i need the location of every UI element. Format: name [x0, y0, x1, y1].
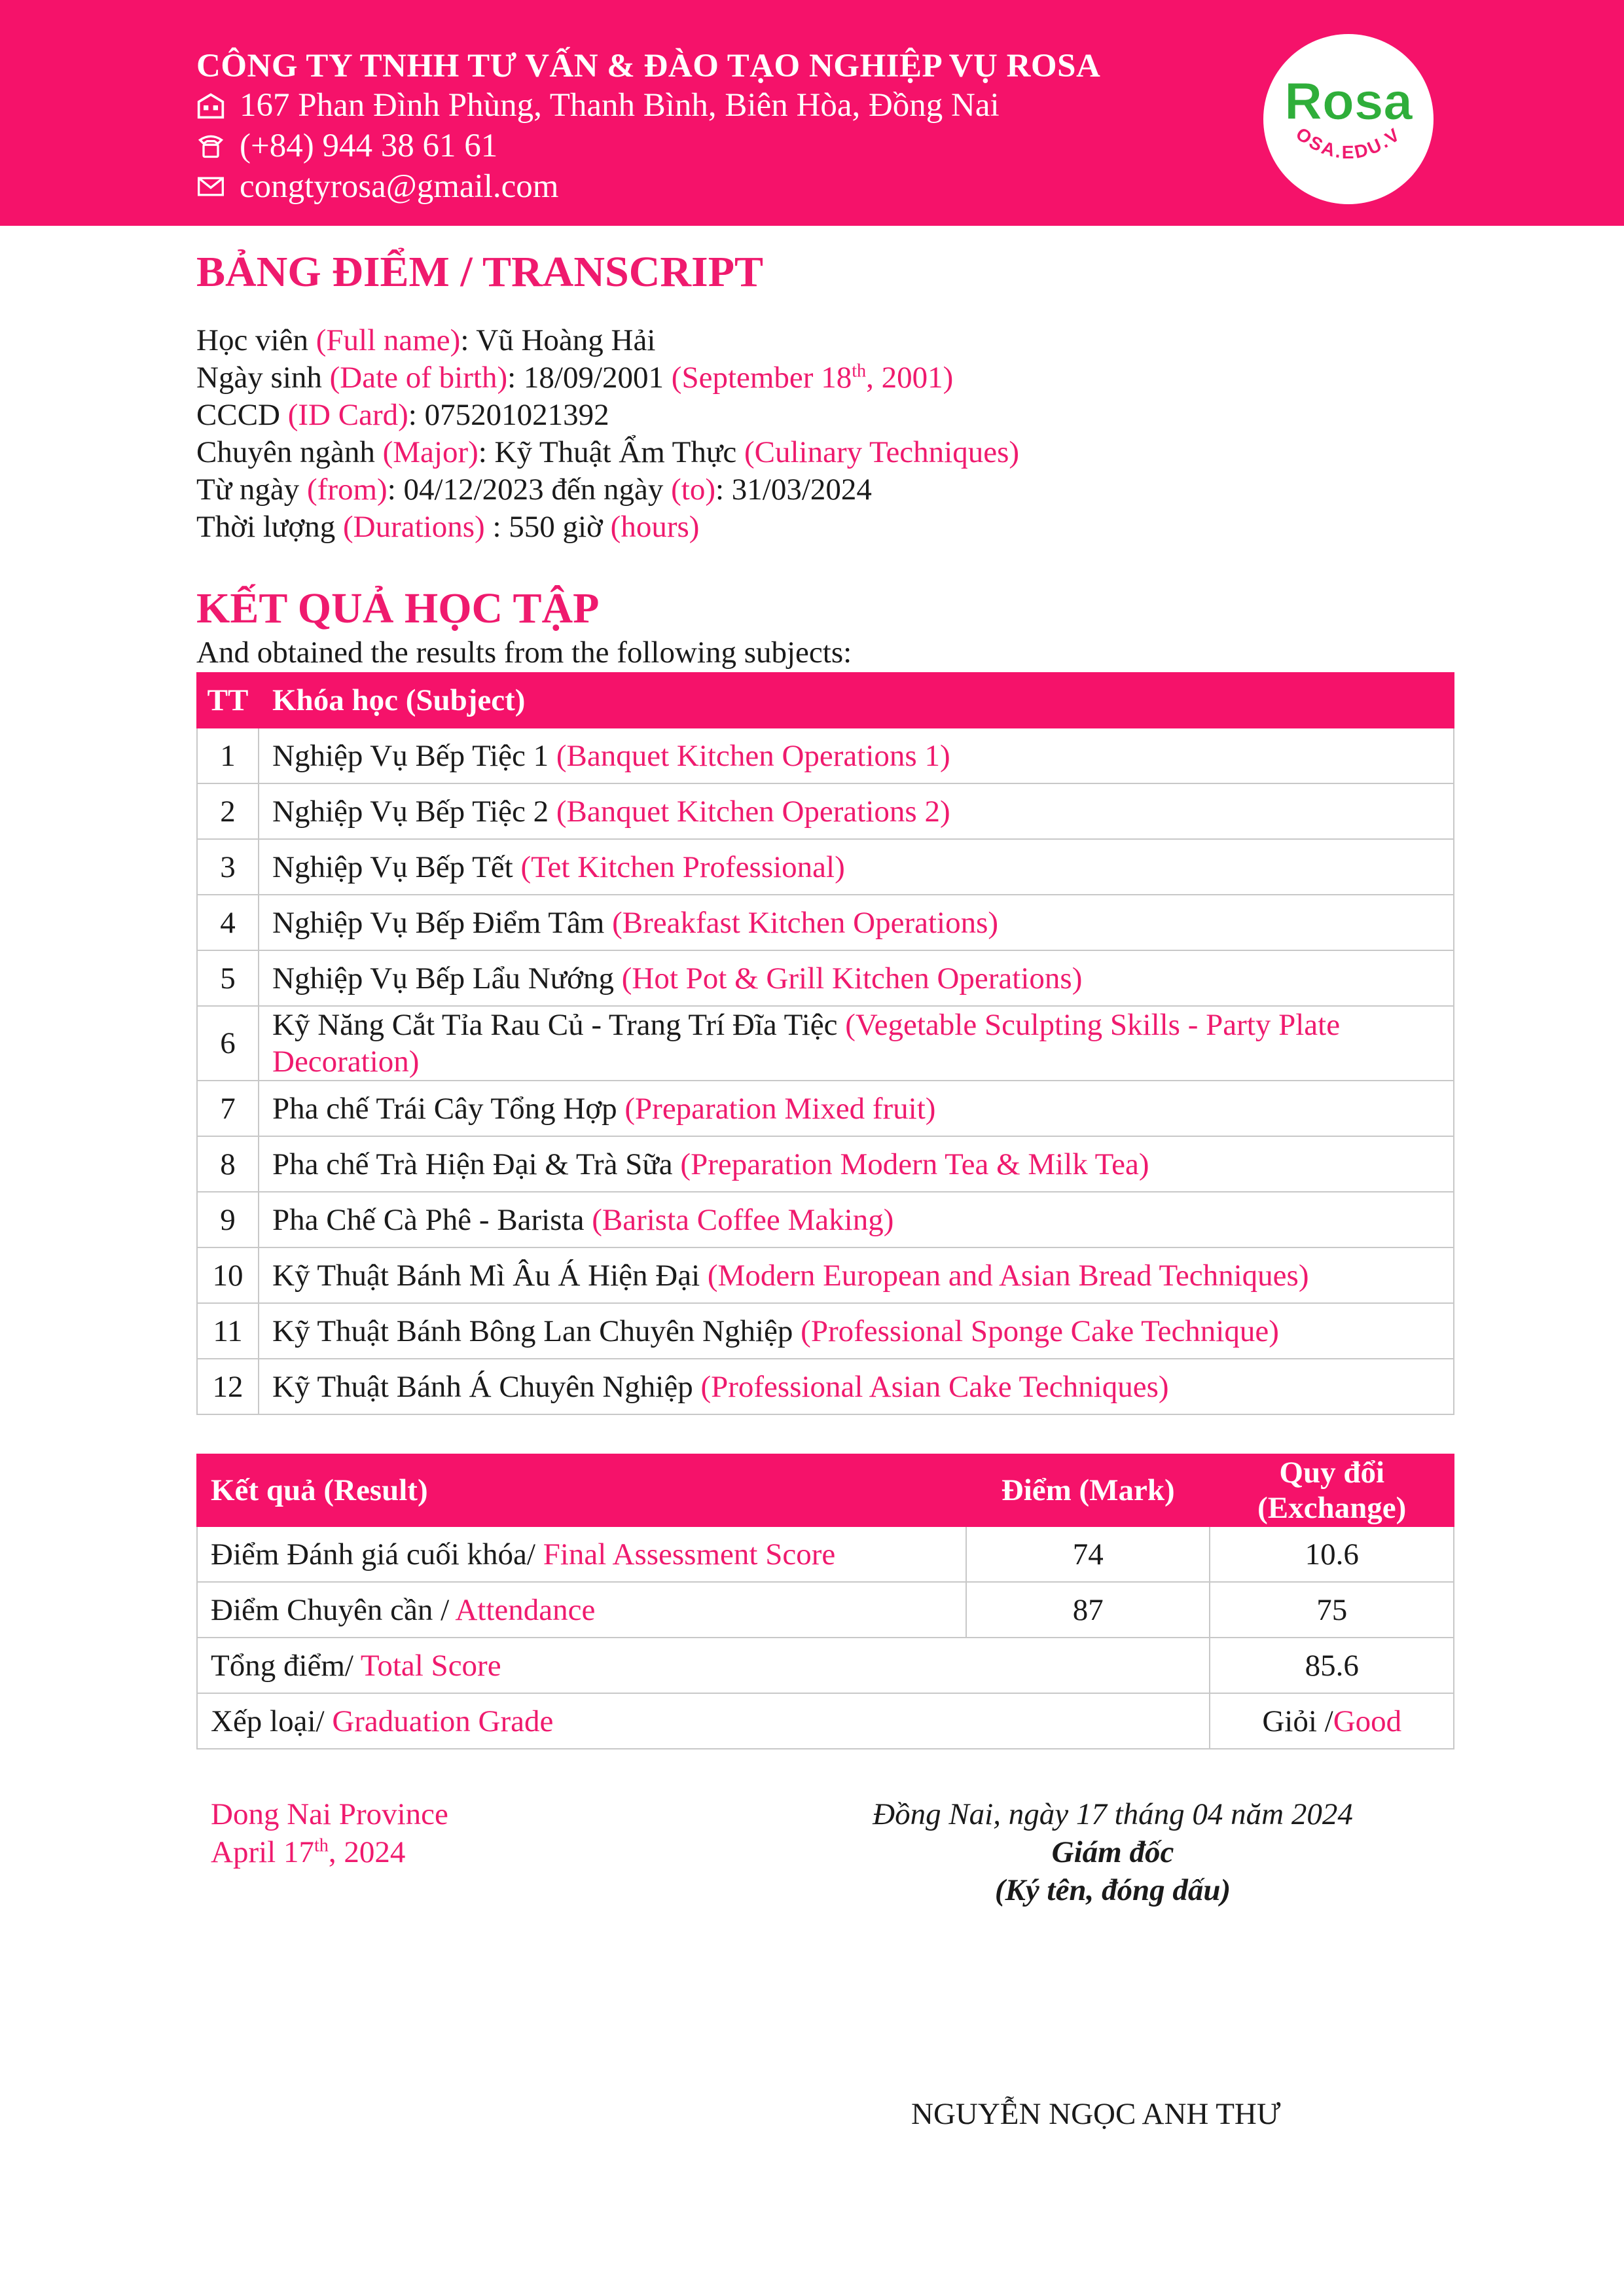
subject-number: 4 [197, 895, 259, 950]
subject-row [197, 1081, 1454, 1136]
subject-number: 2 [197, 783, 259, 839]
subject-row [197, 1006, 1454, 1081]
subject-number: 12 [197, 1359, 259, 1414]
subjects-table [196, 672, 1454, 1415]
footer-province: Dong Nai Province [211, 1797, 448, 1831]
col-subject: Khóa học (Subject) [259, 673, 1454, 728]
email[interactable]: congtyrosa@gmail.com [240, 168, 559, 205]
subject-row [197, 1303, 1454, 1359]
subject-row [197, 895, 1454, 950]
subject-number: 10 [197, 1247, 259, 1303]
subject-name: Kỹ Thuật Bánh Á Chuyên Nghiệp (Professional Asian Cake Techniques) [259, 1359, 1454, 1414]
subject-number: 7 [197, 1081, 259, 1136]
student-name: : Vũ Hoàng Hải [460, 323, 656, 357]
student-name-line: Học viên (Full name): Vũ Hoàng Hải [196, 323, 656, 357]
subject-number: 1 [197, 728, 259, 783]
svg-text:Rosa: Rosa [1284, 72, 1413, 130]
dob-value: : 18/09/2001 [507, 361, 664, 395]
subject-row [197, 1136, 1454, 1192]
subject-name: Kỹ Thuật Bánh Bông Lan Chuyên Nghiệp (Professional Sponge Cake Technique) [259, 1303, 1454, 1359]
major-line: Chuyên ngành (Major): Kỹ Thuật Ẩm Thực (Culinary Techniques) [196, 435, 1020, 469]
subjects-header-row [197, 673, 1454, 728]
subject-name: Nghiệp Vụ Bếp Tiệc 2 (Banquet Kitchen Operations 2) [259, 783, 1454, 839]
subject-number: 3 [197, 839, 259, 895]
subject-row [197, 1192, 1454, 1247]
subject-name: Pha chế Trái Cây Tổng Hợp (Preparation Mixed fruit) [259, 1081, 1454, 1136]
phone-line [196, 127, 497, 165]
subject-name: Kỹ Năng Cắt Tỉa Rau Củ - Trang Trí Đĩa Tiệc (Vegetable Sculpting Skills - Party Plate Decoration) [259, 1006, 1454, 1081]
major-value: : Kỹ Thuật Ẩm Thực [478, 435, 737, 469]
final-assessment-row: Điểm Đánh giá cuối khóa/ Final Assessment Score 74 10.6 [197, 1526, 1454, 1582]
subject-name: Nghiệp Vụ Bếp Lẩu Nướng (Hot Pot & Grill Kitchen Operations) [259, 950, 1454, 1006]
subject-number: 9 [197, 1192, 259, 1247]
from-date: : 04/12/2023 đến ngày [387, 473, 664, 507]
final-mark: 74 [966, 1526, 1210, 1582]
id-card-value: : 075201021392 [408, 398, 609, 432]
subject-row [197, 1359, 1454, 1414]
building-icon [196, 91, 225, 120]
signer-name: NGUYỄN NGỌC ANH THƯ [911, 2097, 1281, 2131]
subject-name: Nghiệp Vụ Bếp Điểm Tâm (Breakfast Kitchen Operations) [259, 895, 1454, 950]
graduation-grade: Giỏi /Good [1210, 1693, 1454, 1749]
final-exchange: 10.6 [1210, 1526, 1454, 1582]
subject-row [197, 783, 1454, 839]
total-score: 85.6 [1210, 1638, 1454, 1693]
rosa-logo [1263, 34, 1434, 204]
dob-words: (September 18th, 2001) [671, 361, 954, 395]
phone-icon [196, 132, 225, 160]
col-tt: TT [197, 673, 259, 728]
attendance-mark: 87 [966, 1582, 1210, 1638]
address: 167 Phan Đình Phùng, Thanh Bình, Biên Hòa, Đồng Nai [240, 87, 1000, 124]
to-date: : 31/03/2024 [715, 473, 872, 507]
company-name: CÔNG TY TNHH TƯ VẤN & ĐÀO TẠO NGHIỆP VỤ ROSA [196, 48, 1101, 84]
subject-row [197, 728, 1454, 783]
result-table [196, 1454, 1454, 1749]
email-line [196, 168, 558, 206]
subject-number: 11 [197, 1303, 259, 1359]
subject-number: 5 [197, 950, 259, 1006]
period-line: Từ ngày (from): 04/12/2023 đến ngày (to): 31/03/2024 [196, 473, 872, 507]
col-mark: Điểm (Mark) [966, 1454, 1210, 1526]
subject-name: Nghiệp Vụ Bếp Tiệc 1 (Banquet Kitchen Operations 1) [259, 728, 1454, 783]
letterhead [0, 0, 1624, 226]
signer-role: Giám đốc [1051, 1835, 1174, 1869]
rosa-logo-graphic [1263, 34, 1434, 204]
subject-row [197, 950, 1454, 1006]
subject-name: Nghiệp Vụ Bếp Tết (Tet Kitchen Professional) [259, 839, 1454, 895]
col-exchange: Quy đổi (Exchange) [1210, 1454, 1454, 1526]
col-result: Kết quả (Result) [197, 1454, 966, 1526]
svg-text:ROSA.EDU.VN: OSA.EDU.V [1292, 123, 1405, 163]
total-score-row: Tổng điểm/ Total Score 85.6 [197, 1638, 1454, 1693]
dob-line: Ngày sinh (Date of birth): 18/09/2001 (September 18th, 2001) [196, 361, 954, 395]
subject-number: 8 [197, 1136, 259, 1192]
graduation-grade-row: Xếp loại/ Graduation Grade Giỏi /Good [197, 1693, 1454, 1749]
mail-icon [196, 172, 225, 201]
results-heading: KẾT QUẢ HỌC TẬP [196, 584, 600, 632]
attendance-row: Điểm Chuyên cần / Attendance 87 75 [197, 1582, 1454, 1638]
document-title: BẢNG ĐIỂM / TRANSCRIPT [196, 248, 764, 296]
subject-name: Pha Chế Cà Phê - Barista (Barista Coffee Making) [259, 1192, 1454, 1247]
result-header-row [197, 1454, 1454, 1526]
footer-date-en: April 17th, 2024 [211, 1835, 406, 1869]
id-card-line: CCCD (ID Card): 075201021392 [196, 398, 609, 432]
attendance-exchange: 75 [1210, 1582, 1454, 1638]
subject-row [197, 839, 1454, 895]
subject-name: Pha chế Trà Hiện Đại & Trà Sữa (Preparation Modern Tea & Milk Tea) [259, 1136, 1454, 1192]
duration-value: : 550 giờ [484, 510, 603, 544]
subject-number: 6 [197, 1006, 259, 1081]
duration-line: Thời lượng (Durations) : 550 giờ (hours) [196, 510, 700, 544]
phone: (+84) 944 38 61 61 [240, 128, 498, 164]
results-intro: And obtained the results from the following subjects: [196, 636, 852, 670]
subject-row [197, 1247, 1454, 1303]
address-line [196, 86, 1000, 124]
sign-note: (Ký tên, đóng dấu) [994, 1873, 1231, 1907]
footer-place-date: Đồng Nai, ngày 17 tháng 04 năm 2024 [873, 1797, 1353, 1831]
subject-name: Kỹ Thuật Bánh Mì Âu Á Hiện Đại (Modern European and Asian Bread Techniques) [259, 1247, 1454, 1303]
